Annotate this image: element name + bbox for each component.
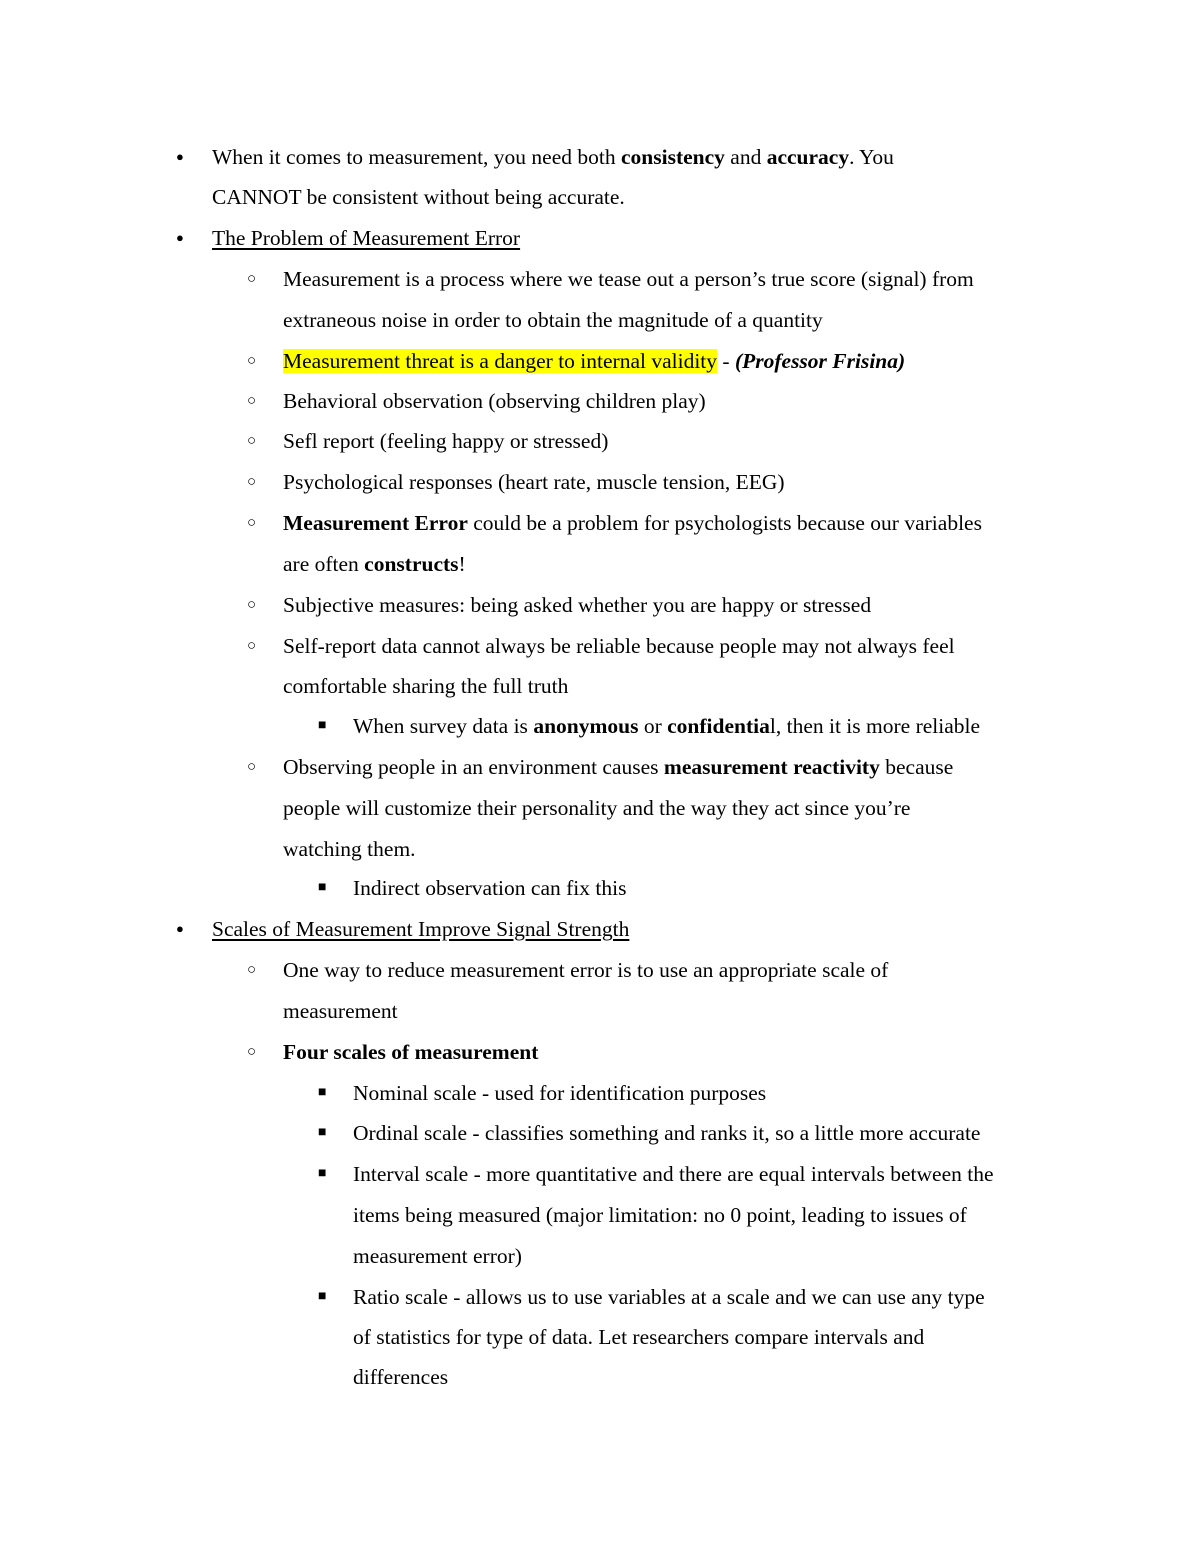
list-item: One way to reduce measurement error is to use an appropriate scale of (283, 958, 889, 982)
bullet-level2: ○ (247, 515, 257, 531)
sub-list-item: Interval scale - more quantitative and there are equal intervals between the (353, 1162, 994, 1186)
list-item-continuation: measurement (283, 999, 398, 1023)
paragraph: When it comes to measurement, you need both consistency and accuracy. You (212, 145, 894, 169)
bullet-level2: ○ (247, 271, 257, 287)
bullet-level2: ○ (247, 962, 257, 978)
bold-term: constructs (364, 552, 459, 576)
bullet-level3: ■ (318, 1125, 327, 1140)
list-item-continuation: watching them. (283, 837, 416, 861)
list-item: Observing people in an environment causes measurement reactivity because (283, 755, 954, 779)
list-item: Measurement threat is a danger to internal validity - (Professor Frisina) (283, 349, 906, 373)
bullet-level3: ■ (318, 1166, 327, 1181)
bullet-level2: ○ (247, 638, 257, 654)
list-item: Sefl report (feeling happy or stressed) (283, 429, 609, 453)
sub-list-item: When survey data is anonymous or confidential, then it is more reliable (353, 714, 981, 738)
bullet-level3: ■ (318, 1289, 327, 1304)
section-heading: The Problem of Measurement Error (212, 226, 521, 250)
list-item: Measurement is a process where we tease out a person’s true score (signal) from (283, 267, 974, 291)
bullet-level1: ● (176, 921, 184, 936)
bold-heading: Four scales of measurement (283, 1040, 539, 1064)
bullet-level2: ○ (247, 597, 257, 613)
bold-term: Measurement Error (283, 511, 468, 535)
bullet-level3: ■ (318, 1085, 327, 1100)
bold-term: confidentia (667, 714, 770, 738)
bold-term: consistency (620, 145, 725, 169)
bold-term: anonymous (533, 714, 639, 738)
bold-term: measurement reactivity (663, 755, 880, 779)
sub-list-item-continuation: of statistics for type of data. Let researchers compare intervals and (353, 1325, 925, 1349)
list-item: Subjective measures: being asked whether you are happy or stressed (283, 593, 872, 617)
list-item: Measurement Error could be a problem for psychologists because our variables (283, 511, 982, 535)
sub-list-item-continuation: items being measured (major limitation: no 0 point, leading to issues of (353, 1203, 967, 1227)
list-item: Self-report data cannot always be reliable because people may not always feel (283, 634, 955, 658)
bullet-level3: ■ (318, 880, 327, 895)
bullet-level2: ○ (247, 1044, 257, 1060)
bullet-level1: ● (176, 230, 184, 245)
bullet-level2: ○ (247, 393, 257, 409)
bullet-level1: ● (176, 149, 184, 164)
list-item-continuation: people will customize their personality and the way they act since you’re (283, 796, 911, 820)
list-item-continuation: are often constructs! (283, 552, 466, 576)
list-item (283, 1037, 538, 1067)
list-item-continuation: comfortable sharing the full truth (283, 674, 569, 698)
sub-list-item: Ratio scale - allows us to use variables at a scale and we can use any type (353, 1285, 985, 1309)
bullet-level2: ○ (247, 759, 257, 775)
bullet-level2: ○ (247, 433, 257, 449)
paragraph-continuation: CANNOT be consistent without being accurate. (212, 185, 625, 209)
list-item: Psychological responses (heart rate, muscle tension, EEG) (283, 470, 785, 494)
sub-list-item-continuation: measurement error) (353, 1244, 522, 1268)
bullet-level2: ○ (247, 474, 257, 490)
sub-list-item-continuation: differences (353, 1365, 449, 1389)
list-item-continuation: extraneous noise in order to obtain the magnitude of a quantity (283, 308, 823, 332)
bold-term: accuracy (766, 145, 850, 169)
bullet-level2: ○ (247, 353, 257, 369)
highlighted-text: Measurement threat is a danger to internal validity (283, 349, 718, 373)
section-heading: Scales of Measurement Improve Signal Strength (212, 917, 630, 941)
bullet-level3: ■ (318, 718, 327, 733)
citation: (Professor Frisina) (734, 349, 906, 373)
list-item: Behavioral observation (observing children play) (283, 389, 706, 413)
sub-list-item: Nominal scale - used for identification purposes (353, 1081, 767, 1105)
sub-list-item: Indirect observation can fix this (353, 876, 627, 900)
sub-list-item: Ordinal scale - classifies something and ranks it, so a little more accurate (353, 1121, 981, 1145)
